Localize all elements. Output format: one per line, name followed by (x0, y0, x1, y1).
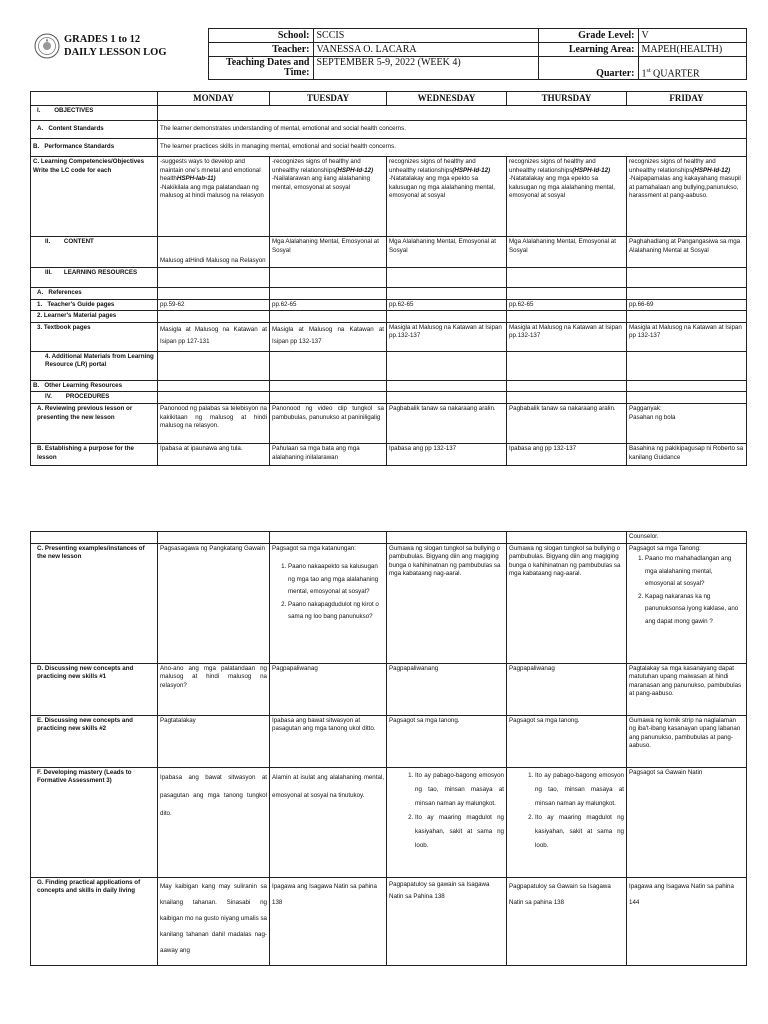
content-standards-value: The learner demonstrates understanding of mental, emotional and social health concerns. (158, 121, 747, 139)
competency-monday: -suggests ways to develop and maintain one's mnetal and emotional healthHSPH-Iab-11) -Nakikilala ang mga palatandaan ng malusog at hindi malusog na relasyon (158, 157, 270, 237)
day-monday: MONDAY (158, 92, 270, 106)
teacher-label: Teacher: (208, 43, 313, 57)
proc-c-label: C. Presenting examples/instances of the new lesson (31, 543, 158, 663)
content-wednesday: Mga Alalahaning Mental, Emosyonal at Sosyal (387, 237, 507, 268)
proc-d-wednesday: Pagpapaliwanang (387, 663, 507, 715)
teacher-value: VANESSA O. LACARA (313, 43, 538, 57)
procedures-heading: IV. PROCEDURES (31, 392, 158, 404)
textbook-thursday: Masigla at Malusog na Katawan at Isipan pp.132-137 (507, 322, 627, 351)
proc-g-thursday: Pagpapatuloy sa Gawain sa Isagawa Natin sa pahina 138 (507, 877, 627, 965)
lesson-log-table (30, 91, 747, 466)
content-monday: Malusog atHindi Malusog na Relasyon (158, 237, 270, 268)
additional-materials-label: 4. Additional Materials from Learning Resource (LR) portal (31, 351, 158, 380)
performance-standards-label: B. Performance Standards (31, 139, 158, 157)
proc-a-label: A. Reviewing previous lesson or presenting the new lesson (31, 403, 158, 443)
proc-c-monday: Pagsasagawa ng Pangkatang Gawain (158, 543, 270, 663)
learning-resources-heading: III. LEARNING RESOURCES (31, 268, 158, 288)
day-tuesday: TUESDAY (270, 92, 387, 106)
textbook-friday: Masigla at Malusog na Katawan at Isipan pp 132-137 (627, 322, 747, 351)
proc-f-thursday: 1. Ito ay pabago-bagong emosyon ng tao, minsan masaya at minsan naman ay malungkot. 2. Ito ay maaring magdulot ng kasiyahan, sakit at sama ng loob. (507, 767, 627, 877)
proc-f-monday: Ipabasa ang bawat sitwasyon at pasagutan ang mga tanong tungkol dito. (158, 767, 270, 877)
proc-e-monday: Pagtatalakay (158, 715, 270, 767)
teaching-dates-label: Teaching Dates and Time: (208, 57, 313, 80)
content-heading: II. CONTENT (31, 237, 158, 268)
content-thursday: Mga Alalahaning Mental, Emosyonal at Sosyal (507, 237, 627, 268)
tg-pages-tuesday: pp.62-65 (270, 299, 387, 311)
proc-d-tuesday: Pagpapaliwanag (270, 663, 387, 715)
proc-b-tuesday: Pahulaan sa mga bata ang mga alalahaning inilalarawan (270, 443, 387, 465)
objectives-heading: I. OBJECTIVES (31, 106, 158, 121)
title-line-2: DAILY LESSON LOG (64, 47, 167, 58)
proc-g-label: G. Finding practical applications of concepts and skills in daily living (31, 877, 158, 965)
quarter-label: Quarter: (538, 57, 638, 80)
grade-level-label: Grade Level: (538, 29, 638, 43)
day-friday: FRIDAY (627, 92, 747, 106)
proc-d-monday: Ano-ano ang mga palatandaan ng malusog at hindi malusog na relasyon? (158, 663, 270, 715)
proc-c-friday: Pagsagot sa mga Tanong: 1. Paano mo mahahadlangan ang mga alalahaning mental, emosyonal at sosyal? 2. Kapag nakaranas ka ng panunuksonsa iyong kaklase, ano ang dapat mong gawin ? (627, 543, 747, 663)
textbook-tuesday: Masigla at Malusog na Katawan at Isipan pp 132-137 (270, 322, 387, 351)
school-value: SCCIS (313, 29, 538, 43)
proc-a-thursday: Pagbabalik tanaw sa nakaraang aralin. (507, 403, 627, 443)
competency-friday: recognizes signs of healthy and unhealthy relationships(HSPH-Id-12) -Naipapamalas ang kakayahang masupil at pamahalaan ang bullying,panunukso, harassment at pang-aabuso. (627, 157, 747, 237)
textbook-wednesday: Masigla at Malusog na Katawan at Isipan pp.132-137 (387, 322, 507, 351)
proc-b-friday-continued: Counselor. (627, 532, 747, 544)
proc-e-wednesday: Pagsagot sa mga tanong. (387, 715, 507, 767)
proc-g-monday: May kaibigan kang may suliranin sa knailang tahanan. Sinasabi ng kaibigan mo na gusto niyang umalis sa kanilang tahanan dahil madalas nag-aaway ang (158, 877, 270, 965)
tg-pages-wednesday: pp.62-65 (387, 299, 507, 311)
proc-f-label: F. Developing mastery (Leads to Formative Assessment 3) (31, 767, 158, 877)
proc-b-thursday: Ipabasa ang pp 132-137 (507, 443, 627, 465)
proc-b-friday: Basahina ng pakikipagusap ni Roberto sa kanilang Guidance (627, 443, 747, 465)
content-friday: Paghahadlang at Pangangasiwa sa mga Alalahaning Mental at Sosyal (627, 237, 747, 268)
tg-pages-thursday: pp.62-65 (507, 299, 627, 311)
proc-g-friday: Ipagawa ang Isagawa Natin sa pahina 144 (627, 877, 747, 965)
header-info-table (30, 28, 747, 80)
quarter-value: 1st QUARTER (638, 57, 746, 80)
lesson-log-table-continued (30, 531, 747, 966)
other-resources-label: B. Other Learning Resources (31, 380, 158, 392)
proc-g-wednesday: Pagpapatuloy sa gawain sa Isagawa Natin sa Pahina 138 (387, 877, 507, 965)
proc-a-wednesday: Pagbabalik tanaw sa nakaraang aralin. (387, 403, 507, 443)
content-standards-label: A. Content Standards (31, 121, 158, 139)
competency-wednesday: recognizes signs of healthy and unhealthy relationships(HSPH-Id-12) -Natatalakay ang mga epekto sa kalusugan ng mga alalahaning mental, emosyonal at sosyal (387, 157, 507, 237)
tg-pages-friday: pp.66-69 (627, 299, 747, 311)
proc-c-thursday: Gumawa ng slogan tungkol sa bullying o pambubulas. Bigyang diin ang magiging bunga o kahihinatnan ng pambubulas sa mga kabataang nag-aaral. (507, 543, 627, 663)
proc-e-friday: Gumawa ng komik strip na naglalaman ng iba't-ibang kasanayan upang labanan ang panunukso, pambubulas at pang-aabuso. (627, 715, 747, 767)
proc-e-label: E. Discussing new concepts and practicing new skills #2 (31, 715, 158, 767)
content-tuesday: Mga Alalahaning Mental, Emosyonal at Sosyal (270, 237, 387, 268)
tg-pages-monday: pp.59-62 (158, 299, 270, 311)
learning-area-label: Learning Area: (538, 43, 638, 57)
learning-area-value: MAPEH(HEALTH) (638, 43, 746, 57)
proc-d-friday: Pagtalakay sa mga kasanayang dapat matutuhan upang maiwasan at hindi maranasan ang panunukso, pambubulas at pang-aabuso. (627, 663, 747, 715)
proc-d-label: D. Discussing new concepts and practicing new skills #1 (31, 663, 158, 715)
competency-thursday: recognizes signs of healthy and unhealthy relationships(HSPH-Id-12) -Natatalakay ang mga epekto sa kalusugan ng mga alalahaning mental, emosyonal at sosyal (507, 157, 627, 237)
school-label: School: (208, 29, 313, 43)
day-wednesday: WEDNESDAY (387, 92, 507, 106)
competency-tuesday: -recognizes signs of healthy and unhealthy relationships(HSPH-Id-12) -Nailalarawan ang iiang alalahaning mental, emosyonal at sosyal (270, 157, 387, 237)
proc-b-monday: Ipabasa at ipaunawa ang tula. (158, 443, 270, 465)
proc-f-wednesday: 1. Ito ay pabago-bagong emosyon ng tao, minsan masaya at minsan naman ay malungkot. 2. Ito ay maaring magdulot ng kasiyahan, sakit at sama ng loob. (387, 767, 507, 877)
proc-b-wednesday: Ipabasa ang pp 132-137 (387, 443, 507, 465)
textbook-monday: Masigla at Malusog na Katawan at Isipan pp 127-131 (158, 322, 270, 351)
performance-standards-value: The learner practices skills in managing mental, emotional and social health concerns. (158, 139, 747, 157)
references-label: A. References (31, 288, 158, 300)
proc-d-thursday: Pagpapaliwanag (507, 663, 627, 715)
tg-pages-label: 1. Teacher's Guide pages (31, 299, 158, 311)
proc-f-friday: Pagsagot sa Gawain Natin (627, 767, 747, 877)
competencies-label: C. Learning Competencies/Objectives Write the LC code for each (31, 157, 158, 237)
days-header-row (31, 92, 747, 106)
title-line-1: GRADES 1 to 12 (64, 34, 141, 45)
proc-a-friday: Pagganyak: Pasahan ng bola (627, 403, 747, 443)
proc-c-wednesday: Gumawa ng slogan tungkol sa bullying o pambubulas. Bigyang diin ang magiging bunga o kahihinatnan ng pambubulas sa mga kabataang nag-aaral. (387, 543, 507, 663)
proc-e-tuesday: Ipabasa ang bawat sitwasyon at pasagutan ang mga tanong ukol ditto. (270, 715, 387, 767)
proc-g-tuesday: Ipagawa ang Isagawa Natin sa pahina 138 (270, 877, 387, 965)
proc-b-label: B. Establishing a purpose for the lesson (31, 443, 158, 465)
proc-f-tuesday: Alamin at isulat ang alalahaning mental, emosyonal at sosyal na tinutukoy. (270, 767, 387, 877)
day-thursday: THURSDAY (507, 92, 627, 106)
teaching-dates-value: SEPTEMBER 5-9, 2022 (WEEK 4) (313, 57, 538, 80)
proc-c-tuesday: Pagsagot sa mga katanungan: 1. Paano nakaapekto sa kalusugan ng mga tao ang mga alalahaning mental, emosyonal at sosyal? 2. Paano nakapagdudulot ng kirot o sama ng loo bang panunukso? (270, 543, 387, 663)
proc-a-monday: Panonood ng palabas sa telebisyon na kakikitaan ng malusog at hindi malusog na relasyon. (158, 403, 270, 443)
proc-a-tuesday: Panonood ng video clip tungkol sa pambubulas, panunukso at paniniligalig (270, 403, 387, 443)
proc-e-thursday: Pagsagot sa mga tanong. (507, 715, 627, 767)
textbook-pages-label: 3. Textbook pages (31, 322, 158, 351)
grade-level-value: V (638, 29, 746, 43)
lm-pages-label: 2. Learner's Material pages (31, 311, 158, 323)
